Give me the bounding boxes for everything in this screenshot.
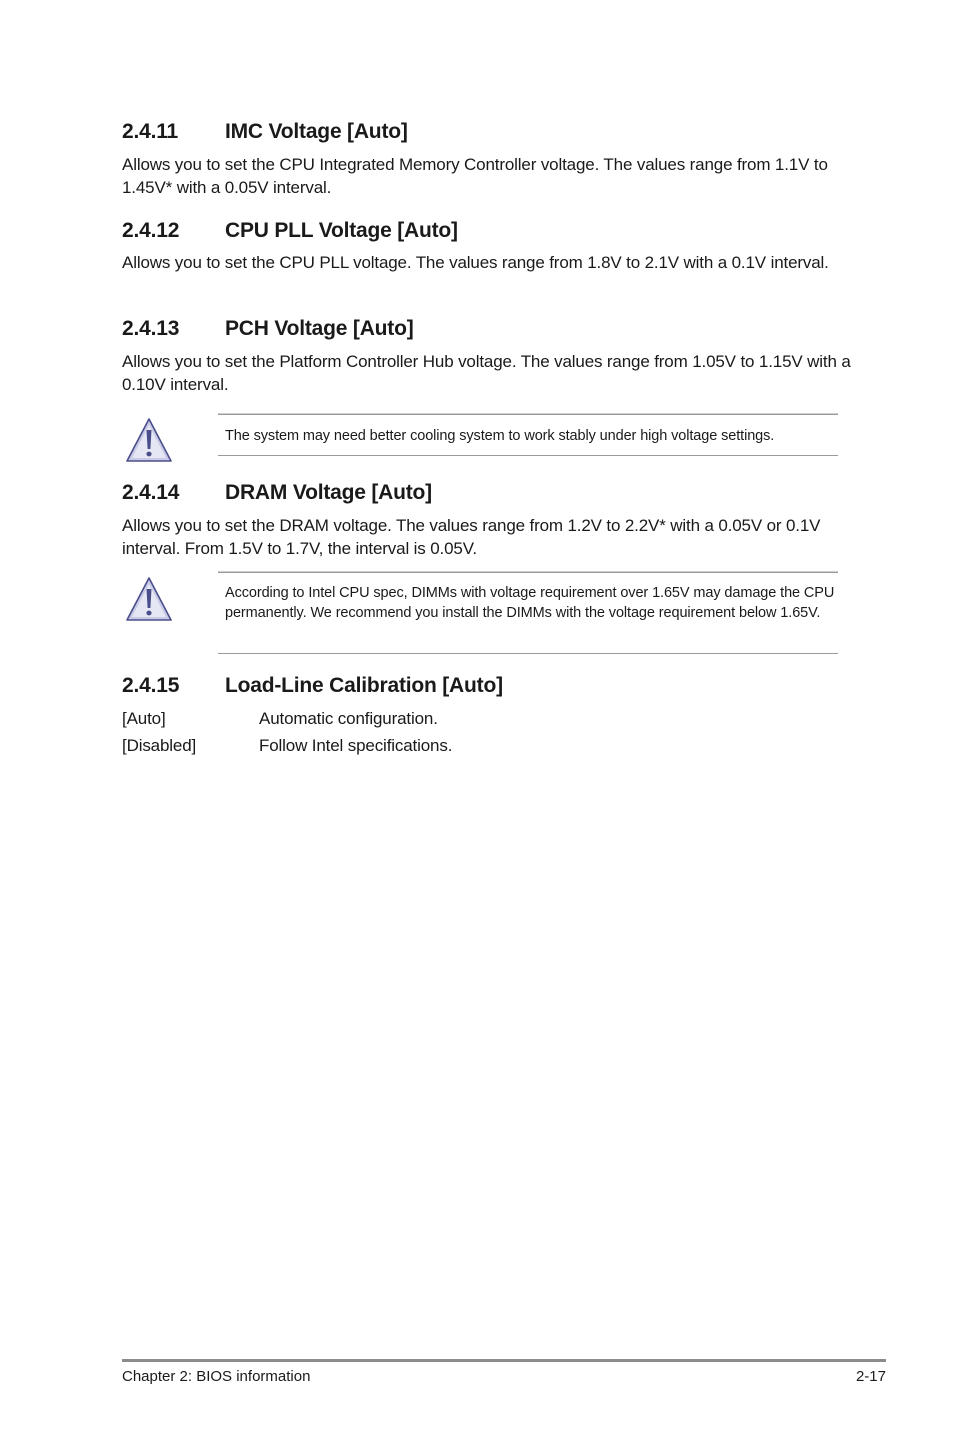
footer-page-number: 2-17	[855, 1368, 886, 1385]
option-row-auto	[122, 707, 438, 730]
warning-icon	[124, 575, 174, 623]
warning-note-dimm-voltage	[122, 572, 838, 654]
section-number: 2.4.15	[122, 674, 180, 697]
footer-divider	[122, 1359, 886, 1362]
warning-note-cooling	[122, 414, 838, 456]
section-title: Load-Line Calibration [Auto]	[225, 674, 503, 697]
section-heading-pch-voltage	[122, 316, 414, 342]
section-body-cpu-pll-voltage: Allows you to set the CPU PLL voltage. The values range from 1.8V to 2.1V with a 0.1V interval.	[122, 253, 829, 272]
section-heading-dram-voltage	[122, 480, 432, 506]
note-text: The system may need better cooling system to work stably under high voltage settings.	[225, 428, 775, 444]
section-body-dram-voltage: Allows you to set the DRAM voltage. The values range from 1.2V to 2.2V* with a 0.05V or 0.1V interval. From 1.5V to 1.7V, the interval is 0.05V.	[122, 516, 821, 558]
section-title: CPU PLL Voltage [Auto]	[225, 219, 458, 242]
footer-chapter: Chapter 2: BIOS information	[122, 1368, 311, 1385]
section-number: 2.4.14	[122, 481, 180, 504]
option-row-disabled	[122, 734, 452, 757]
section-title: IMC Voltage [Auto]	[225, 120, 408, 143]
note-text: According to Intel CPU spec, DIMMs with voltage requirement over 1.65V may damage the CPU permanently. We recommend you install the DIMMs with the voltage requirement below 1.65V.	[225, 585, 835, 621]
option-key: [Auto]	[122, 709, 166, 728]
warning-icon	[124, 416, 174, 464]
section-number: 2.4.11	[122, 120, 179, 143]
section-number: 2.4.12	[122, 219, 180, 242]
section-heading-cpu-pll-voltage	[122, 218, 458, 244]
section-body-pch-voltage: Allows you to set the Platform Controller Hub voltage. The values range from 1.05V to 1.15V with a 0.10V interval.	[122, 352, 851, 394]
section-body-imc-voltage: Allows you to set the CPU Integrated Memory Controller voltage. The values range from 1.1V to 1.45V* with a 0.05V interval.	[122, 155, 828, 197]
section-number: 2.4.13	[122, 317, 180, 340]
section-title: PCH Voltage [Auto]	[225, 317, 414, 340]
section-heading-load-line-calibration	[122, 673, 503, 699]
section-heading-imc-voltage	[122, 119, 408, 145]
option-description: Follow Intel specifications.	[259, 736, 453, 755]
option-description: Automatic configuration.	[259, 709, 438, 728]
option-key: [Disabled]	[122, 736, 197, 755]
section-title: DRAM Voltage [Auto]	[225, 481, 432, 504]
